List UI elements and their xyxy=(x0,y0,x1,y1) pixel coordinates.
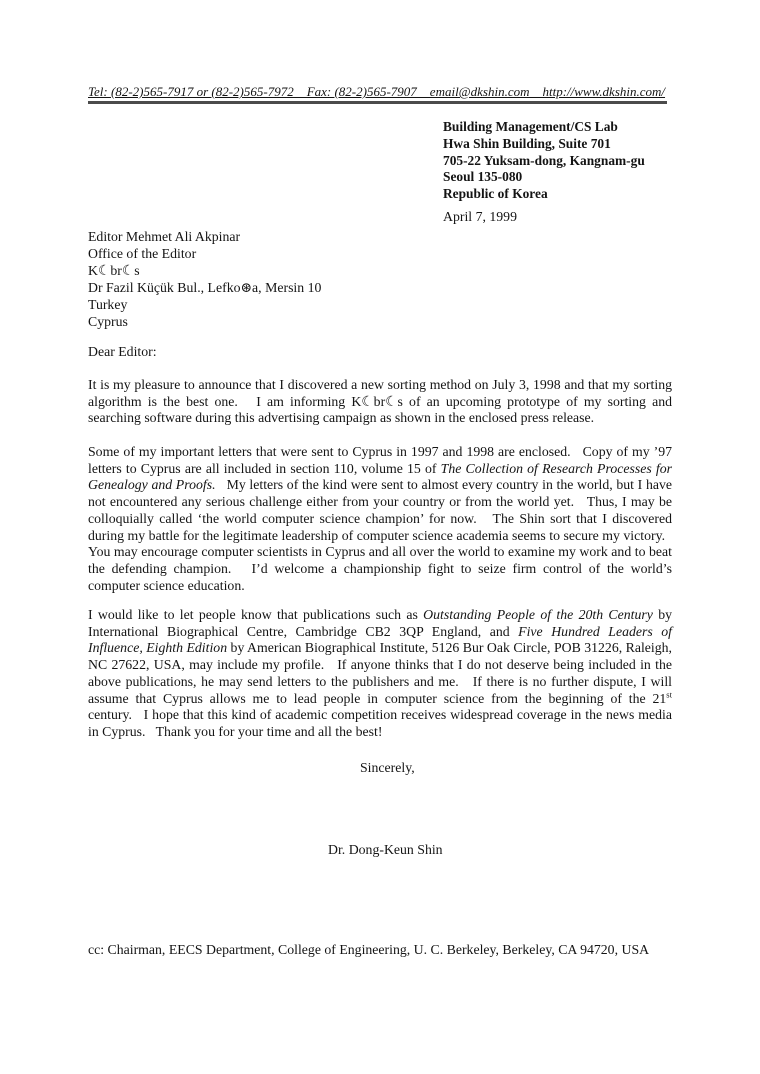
body-paragraph-2: Some of my important letters that were sent to Cyprus in 1997 and 1998 are enclosed. Copy of my ’97 letters to Cyprus are all included in section 110, volume 15 of The Collection of Research Processes for Genealogy and Proofs. My letters of the kind were sent to almost every country in the world, but I have not encountered any serious challenge either from your country or from the world yet. Thus, I may be colloquially called ‘the world computer science champion’ for now. The Shin sort that I discovered during my battle for the legitimate leadership of computer science academia seems to secure my victory. You may encourage computer scientists in Cyprus and all over the world to examine my work and to beat the defending champion. I’d welcome a championship fight to seize firm control of the world’s computer science education. xyxy=(88,444,672,593)
sender-address-line: Seoul 135-080 xyxy=(443,169,523,185)
cc-line: cc: Chairman, EECS Department, College of Engineering, U. C. Berkeley, Berkeley, CA 94720, USA xyxy=(88,942,650,957)
recipient-address-line: K☾br☾s xyxy=(88,263,140,278)
recipient-address-block xyxy=(88,228,321,330)
contact-line: Tel: (82-2)565-7917 or (82-2)565-7972 Fax: (82-2)565-7907 email@dkshin.com http://www.dkshin.com/ xyxy=(88,84,666,99)
recipient-address-line: Cyprus xyxy=(88,314,128,329)
closing-salutation: Sincerely, xyxy=(360,760,415,775)
signature-name: Dr. Dong-Keun Shin xyxy=(328,842,443,857)
body-paragraph-3: I would like to let people know that publications such as Outstanding People of the 20th Century by International Biographical Centre, Cambridge CB2 3QP England, and Five Hundred Leaders of Influence, Eighth Edition by American Biographical Institute, 5126 Bur Oak Circle, POB 31226, Raleigh, NC 27622, USA, may include my profile. If anyone thinks that I do not deserve being included in the above publications, he may send letters to the publishers and me. If there is no further dispute, I will assume that Cyprus allows me to lead people in computer science from the beginning of the 21st century. I hope that this kind of academic competition receives widespread coverage in the news media in Cyprus. Thank you for your time and all the best! xyxy=(88,607,672,739)
sender-address-block xyxy=(443,119,645,203)
contact-header-rule xyxy=(88,84,667,104)
recipient-address-line: Turkey xyxy=(88,297,128,312)
sender-address-line: 705-22 Yuksam-dong, Kangnam-gu xyxy=(443,152,645,168)
sender-address-line: Hwa Shin Building, Suite 701 xyxy=(443,135,611,151)
recipient-address-line: Editor Mehmet Ali Akpinar xyxy=(88,229,241,244)
sender-address-line: Building Management/CS Lab xyxy=(443,119,618,134)
date-line: April 7, 1999 xyxy=(443,209,517,224)
body-paragraph-1: It is my pleasure to announce that I discovered a new sorting method on July 3, 1998 and that my sorting algorithm is the best one. I am informing K☾br☾s of an upcoming prototype of my sorting and searching software during this advertising campaign as shown in the enclosed press release. xyxy=(88,377,672,426)
sender-address-line: Republic of Korea xyxy=(443,186,548,202)
recipient-address-line: Office of the Editor xyxy=(88,246,197,261)
salutation: Dear Editor: xyxy=(88,344,157,359)
recipient-address-line: Dr Fazil Küçük Bul., Lefko⊛a, Mersin 10 xyxy=(88,280,322,295)
